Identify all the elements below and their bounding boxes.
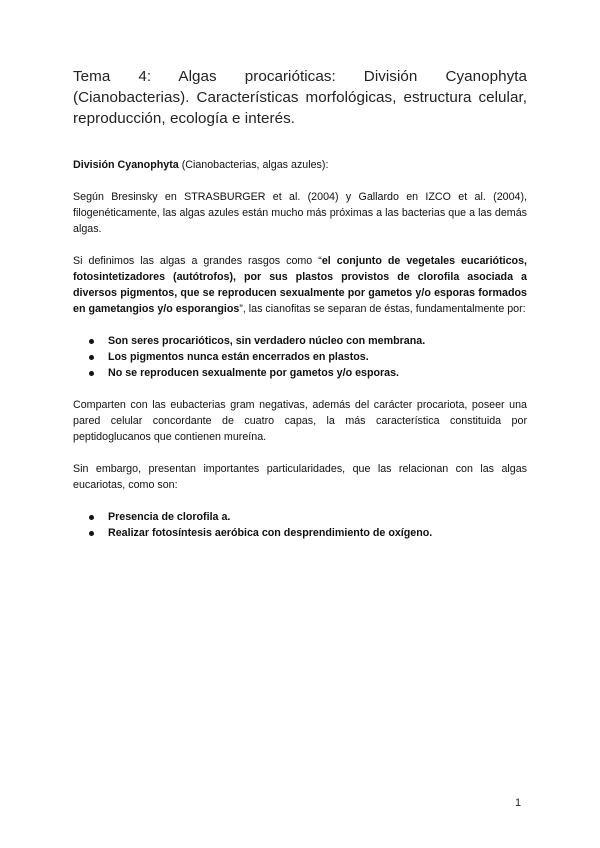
bullet-dot-icon	[89, 371, 94, 376]
paragraph-1: Según Bresinsky en STRASBURGER et al. (2004) y Gallardo en IZCO et al. (2004), filogenéticamente, las algas azules están mucho más próximas a las bacterias que a las demás algas.	[73, 191, 527, 235]
paragraph-2-after: ”, las cianofitas se separan de éstas, fundamentalmente por:	[239, 303, 526, 315]
page-number: 1	[515, 797, 522, 809]
division-heading-rest: (Cianobacterias, algas azules):	[178, 159, 329, 171]
document-title: Tema 4: Algas procarióticas: División Cyanophyta (Cianobacterias). Características morfológicas, estructura celular, reproducción, ecología e interés.	[73, 68, 527, 127]
list-item	[108, 525, 527, 541]
division-heading-bold: División Cyanophyta	[73, 159, 179, 171]
list-item-text: Los pigmentos nunca están encerrados en plastos.	[108, 351, 369, 363]
list-item	[108, 333, 527, 349]
list-item-text: Presencia de clorofila a.	[108, 511, 231, 523]
bullet-dot-icon	[89, 531, 94, 536]
bullet-dot-icon	[89, 355, 94, 360]
bullet-dot-icon	[89, 339, 94, 344]
bullet-dot-icon	[89, 515, 94, 520]
paragraph-2-bold-definition: el conjunto de vegetales eucarióticos, fotosintetizadores (autótrofos), por sus plastos provistos de clorofila asociada a diversos pigmentos, que se reproducen sexualmente por gametos y/o esporas formados en gametangios y/o esporangios	[73, 255, 527, 315]
paragraph-2-before: Si definimos las algas a grandes rasgos como “	[73, 255, 322, 267]
paragraph-3: Comparten con las eubacterias gram negativas, además del carácter procariota, poseer una pared celular concordante de cuatro capas, la más característica constituida por peptidoglucanos que contienen mureína.	[73, 399, 527, 443]
bullet-list-particularities	[73, 509, 527, 541]
list-item-text: Son seres procarióticos, sin verdadero núcleo con membrana.	[108, 335, 426, 347]
list-item	[108, 349, 527, 365]
list-item-text: No se reproducen sexualmente por gametos y/o esporas.	[108, 367, 400, 379]
division-heading	[73, 157, 527, 173]
bullet-list-differences	[73, 333, 527, 381]
list-item-text: Realizar fotosíntesis aeróbica con desprendimiento de oxígeno.	[108, 527, 433, 539]
document-page	[73, 66, 527, 557]
paragraph-4: Sin embargo, presentan importantes particularidades, que las relacionan con las algas eucariotas, como son:	[73, 463, 527, 491]
list-item	[108, 509, 527, 525]
list-item	[108, 365, 527, 381]
paragraph-2	[73, 253, 527, 317]
